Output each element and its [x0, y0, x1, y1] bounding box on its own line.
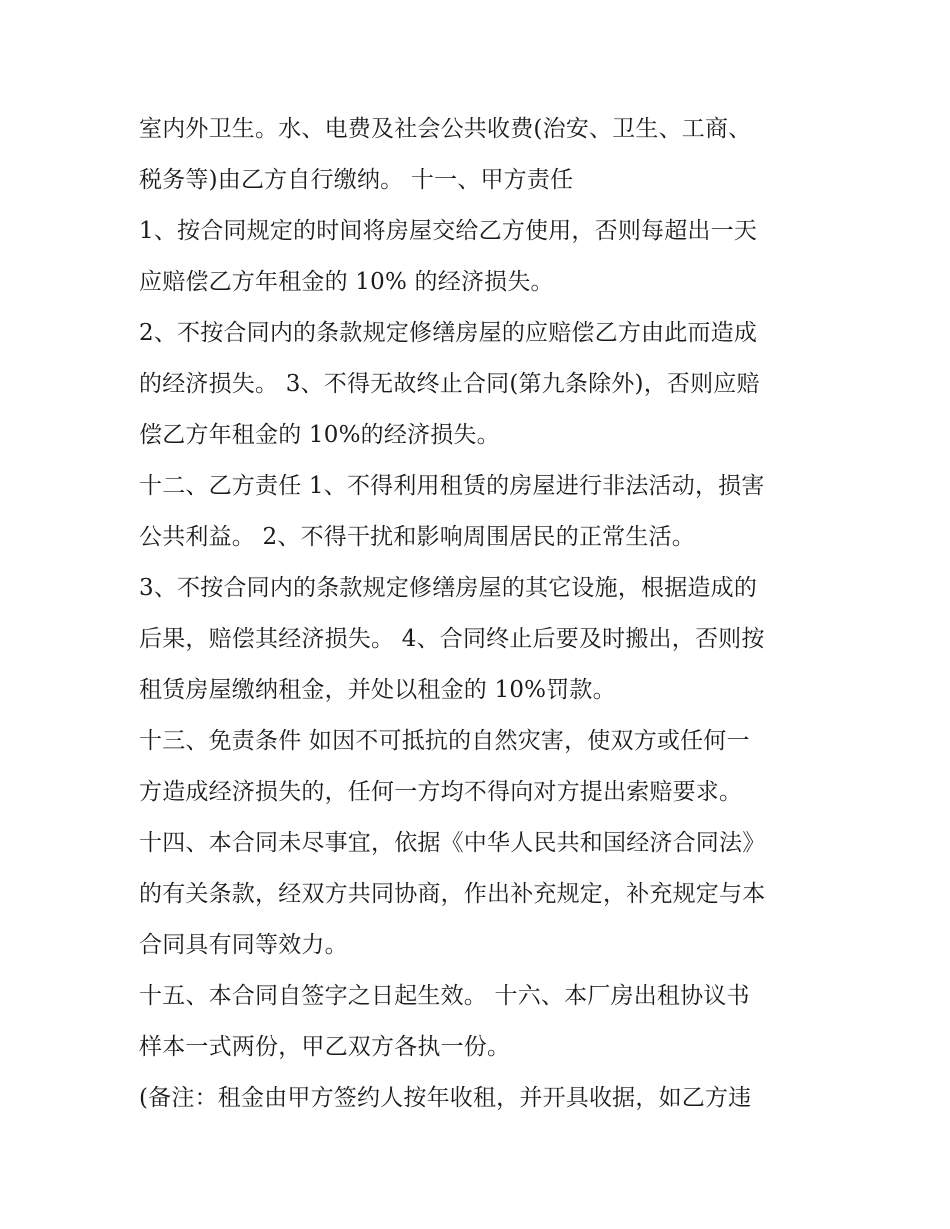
text-line: 的经济损失。 3、不得无故终止合同(第九条除外)，否则应赔: [139, 371, 760, 397]
text-line: 十五、本合同自签字之日起生效。 十六、本厂房出租协议书: [139, 983, 750, 1009]
text-line: 应赔偿乙方年租金的 10% 的经济损失。: [139, 269, 554, 295]
text-line: 税务等)由乙方自行缴纳。 十一、甲方责任: [139, 167, 574, 193]
text-line: 公共利益。 2、不得干扰和影响周围居民的正常生活。: [139, 524, 695, 550]
text-line: 1、按合同规定的时间将房屋交给乙方使用，否则每超出一天: [139, 218, 758, 244]
document-body: [139, 104, 839, 1124]
text-line: 室内外卫生。水、电费及社会公共收费(治安、卫生、工商、: [139, 116, 752, 142]
text-line: 后果，赔偿其经济损失。 4、合同终止后要及时搬出，否则按: [139, 626, 765, 652]
text-line: 十四、本合同未尽事宜，依据《中华人民共和国经济合同法》: [139, 830, 766, 856]
text-line: 2、不按合同内的条款规定修缮房屋的应赔偿乙方由此而造成: [139, 320, 758, 346]
text-line: 十二、乙方责任 1、不得利用租赁的房屋进行非法活动，损害: [139, 473, 765, 499]
text-line: 租赁房屋缴纳租金，并处以租金的 10%罚款。: [139, 677, 616, 703]
text-line: 合同具有同等效力。: [139, 932, 348, 958]
text-line: 样本一式两份，甲乙双方各执一份。: [139, 1034, 511, 1060]
text-line: 3、不按合同内的条款规定修缮房屋的其它设施，根据造成的: [139, 575, 758, 601]
text-line: 方造成经济损失的，任何一方均不得向对方提出索赔要求。: [139, 779, 743, 805]
text-line: (备注：租金由甲方签约人按年收租，并开具收据，如乙方违: [139, 1085, 752, 1111]
text-line: 的有关条款，经双方共同协商，作出补充规定，补充规定与本: [139, 881, 766, 907]
text-line: 偿乙方年租金的 10%的经济损失。: [139, 422, 500, 448]
text-line: 十三、免责条件 如因不可抵抗的自然灾害，使双方或任何一: [139, 728, 750, 754]
